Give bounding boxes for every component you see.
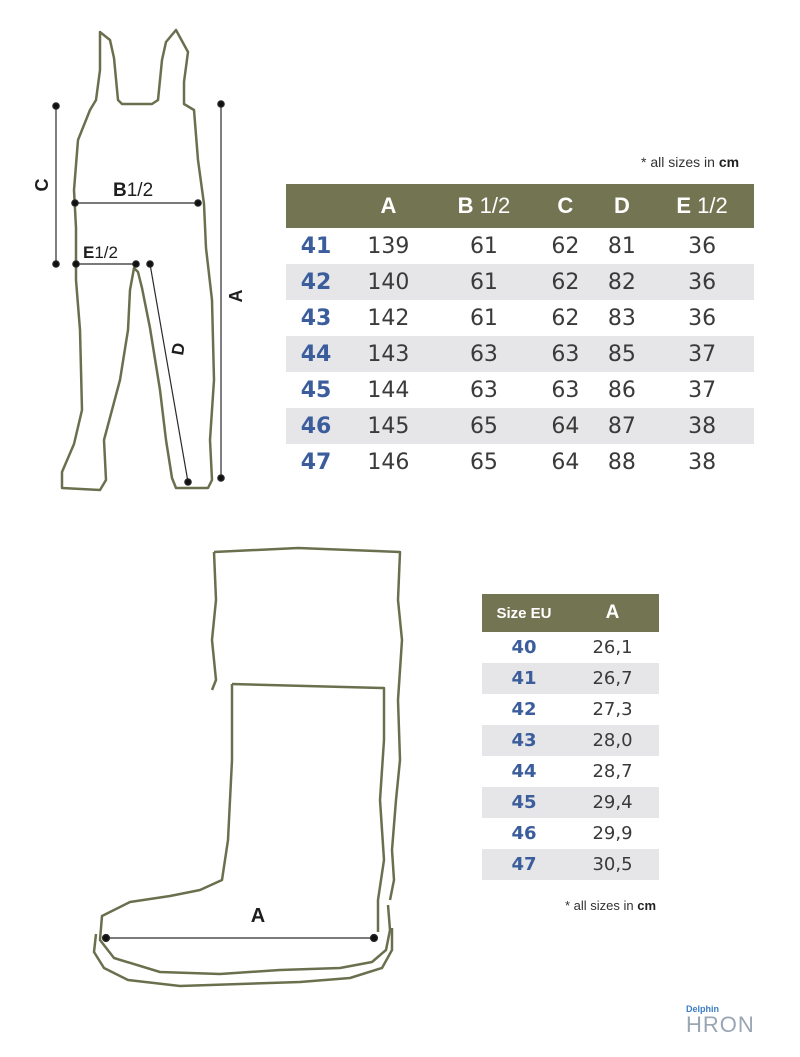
value-a: 142 bbox=[367, 305, 410, 331]
table-row bbox=[482, 818, 659, 849]
size-cell: 45 bbox=[482, 787, 566, 818]
value-c: 62 bbox=[551, 233, 580, 259]
table-row bbox=[482, 632, 659, 663]
boot-table-header bbox=[482, 594, 659, 632]
value-e: 36 bbox=[688, 233, 717, 259]
value-a: 143 bbox=[346, 336, 431, 372]
boot-note-prefix: * all sizes in bbox=[565, 898, 638, 913]
value-d: 86 bbox=[607, 377, 636, 403]
value-d: 87 bbox=[594, 408, 651, 444]
boot-note-unit: cm bbox=[637, 898, 657, 913]
value-a: 29,9 bbox=[592, 823, 633, 844]
size-cell: 46 bbox=[511, 823, 537, 844]
wader-note-unit: cm bbox=[718, 154, 740, 170]
value-d: 82 bbox=[594, 264, 651, 300]
value-a: 27,3 bbox=[592, 699, 633, 720]
header-size-col bbox=[286, 184, 346, 228]
table-row bbox=[286, 372, 754, 408]
header-d: D bbox=[594, 184, 651, 228]
size-cell: 46 bbox=[286, 408, 346, 444]
wader-note-prefix: * all sizes in bbox=[641, 154, 719, 170]
table-row bbox=[482, 756, 659, 787]
value-a: 140 bbox=[346, 264, 431, 300]
size-cell: 41 bbox=[300, 233, 332, 259]
table-row bbox=[286, 300, 754, 336]
value-b: 63 bbox=[469, 377, 498, 403]
value-b: 61 bbox=[431, 264, 537, 300]
value-c: 62 bbox=[537, 264, 594, 300]
label-e: E bbox=[83, 243, 95, 262]
label-e-group bbox=[83, 243, 118, 262]
value-e: 37 bbox=[650, 336, 754, 372]
wader-units-note bbox=[641, 154, 739, 170]
header-b: B 1/2 bbox=[431, 184, 537, 228]
value-b: 61 bbox=[469, 305, 498, 331]
wader-table-header bbox=[286, 184, 754, 228]
value-a: 144 bbox=[367, 377, 410, 403]
header-size-eu: Size EU bbox=[482, 594, 566, 632]
size-cell: 41 bbox=[482, 663, 566, 694]
table-row bbox=[482, 725, 659, 756]
label-e-frac: 1/2 bbox=[94, 243, 118, 262]
size-cell: 47 bbox=[300, 449, 332, 475]
value-e: 36 bbox=[650, 264, 754, 300]
table-row bbox=[482, 694, 659, 725]
brand-logo bbox=[686, 1004, 766, 1036]
size-cell: 42 bbox=[511, 699, 537, 720]
value-b: 65 bbox=[431, 408, 537, 444]
value-c: 63 bbox=[537, 336, 594, 372]
value-b: 65 bbox=[469, 449, 498, 475]
brand-main-text: HRON bbox=[686, 1012, 755, 1037]
boot-label-a: A bbox=[250, 905, 266, 927]
value-d: 83 bbox=[607, 305, 636, 331]
label-c: C bbox=[32, 178, 52, 192]
value-d: 85 bbox=[594, 336, 651, 372]
boot-size-table bbox=[482, 594, 659, 880]
value-a: 139 bbox=[367, 233, 410, 259]
value-a: 146 bbox=[367, 449, 410, 475]
value-c: 64 bbox=[537, 408, 594, 444]
wader-size-table bbox=[286, 184, 754, 480]
value-a: 26,7 bbox=[566, 663, 659, 694]
table-row bbox=[286, 228, 754, 264]
value-a: 29,4 bbox=[566, 787, 659, 818]
value-d: 81 bbox=[607, 233, 636, 259]
value-e: 38 bbox=[688, 449, 717, 475]
boot-units-note bbox=[565, 898, 656, 913]
value-c: 62 bbox=[551, 305, 580, 331]
table-row bbox=[286, 444, 754, 480]
header-a: A bbox=[566, 594, 659, 632]
label-b-group bbox=[113, 180, 153, 201]
table-row bbox=[482, 849, 659, 880]
size-cell: 42 bbox=[286, 264, 346, 300]
value-e: 36 bbox=[688, 305, 717, 331]
table-row bbox=[286, 408, 754, 444]
size-cell: 45 bbox=[300, 377, 332, 403]
value-b: 61 bbox=[469, 233, 498, 259]
value-a: 145 bbox=[346, 408, 431, 444]
value-a: 28,7 bbox=[592, 761, 633, 782]
value-e: 37 bbox=[688, 377, 717, 403]
boot-outline bbox=[94, 548, 402, 986]
boot-measure bbox=[103, 935, 378, 942]
table-row bbox=[482, 663, 659, 694]
value-c: 63 bbox=[551, 377, 580, 403]
value-a: 30,5 bbox=[566, 849, 659, 880]
label-a: A bbox=[226, 289, 246, 303]
table-row bbox=[286, 336, 754, 372]
size-cell: 43 bbox=[482, 725, 566, 756]
size-cell: 43 bbox=[300, 305, 332, 331]
value-c: 64 bbox=[551, 449, 580, 475]
brand-top-text: Delphin bbox=[686, 1004, 719, 1014]
value-d: 88 bbox=[607, 449, 636, 475]
table-row bbox=[286, 264, 754, 300]
header-a: A bbox=[346, 184, 431, 228]
size-cell: 44 bbox=[511, 761, 537, 782]
table-row bbox=[482, 787, 659, 818]
label-b-frac: 1/2 bbox=[126, 180, 154, 201]
value-b: 63 bbox=[431, 336, 537, 372]
size-cell: 44 bbox=[286, 336, 346, 372]
header-c: C bbox=[537, 184, 594, 228]
value-e: 38 bbox=[650, 408, 754, 444]
size-cell: 40 bbox=[511, 637, 537, 658]
label-d: D bbox=[168, 341, 190, 357]
label-b: B bbox=[113, 180, 127, 201]
value-a: 26,1 bbox=[592, 637, 633, 658]
value-a: 28,0 bbox=[566, 725, 659, 756]
size-cell: 47 bbox=[482, 849, 566, 880]
header-e: E 1/2 bbox=[650, 184, 754, 228]
